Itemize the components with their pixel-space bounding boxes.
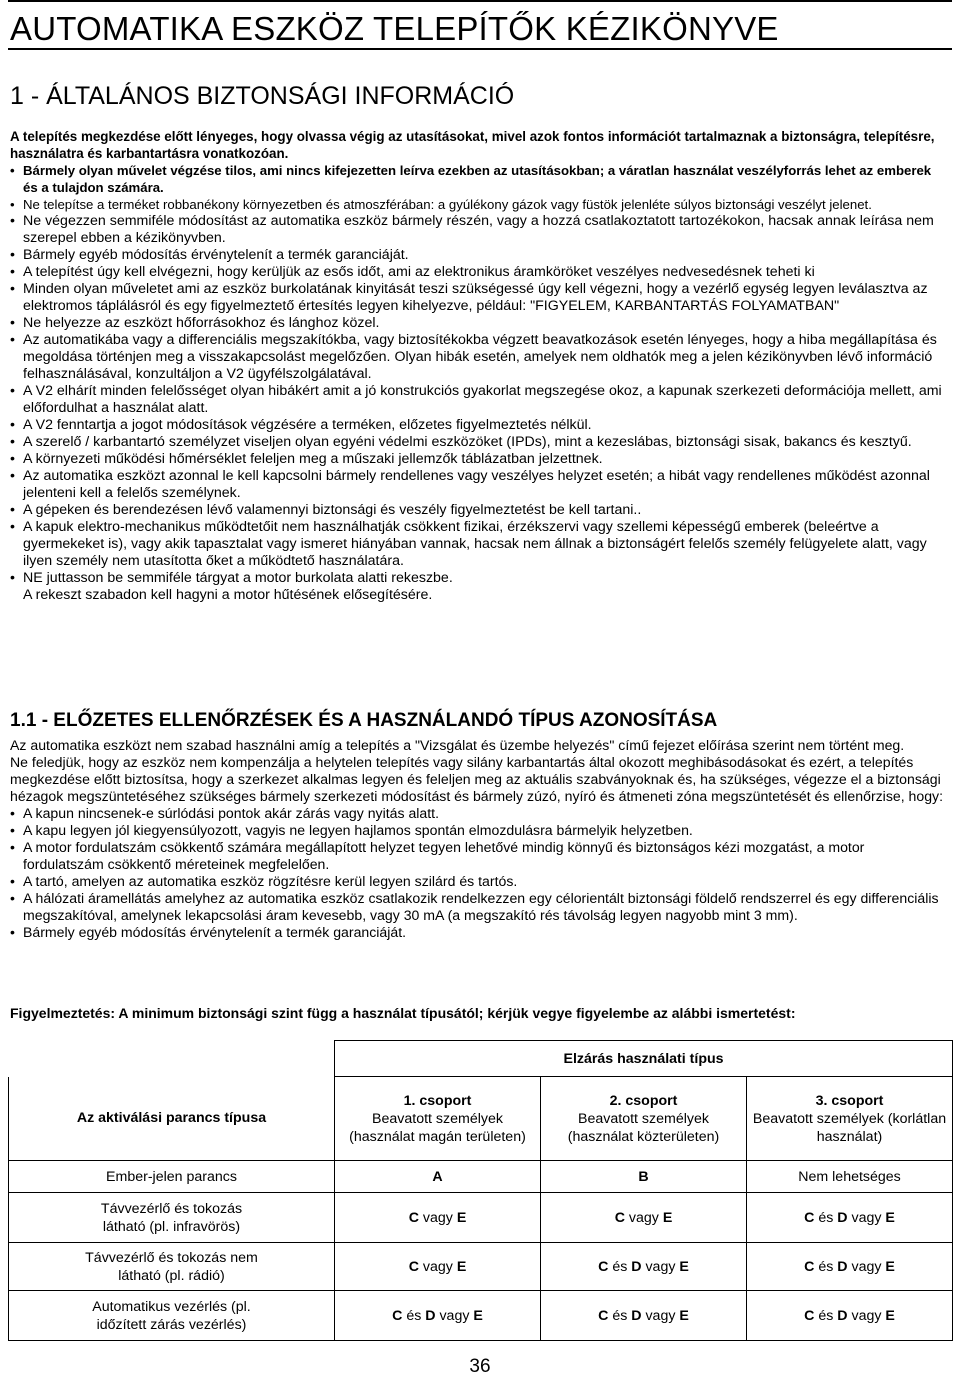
list-item: • Az automatikába vagy a differenciális megszakítókba, vagy biztosítékokba végzett beavatkozások esetén lényeges, hogy a hiba megállapítása és megoldása történjen meg a visszakapcsolást megelőzően. Olyan hibák esetén, amelyek nem oldhatók meg a jelen kézikönyvben lévő információ felhasználásával, konzultáljon a V2 ügyfélszolgálatával. — [10, 332, 948, 383]
cell-text: vagy — [418, 1209, 457, 1226]
cell-code-letter: D — [837, 1258, 848, 1275]
list-item: • A hálózati áramellátás amelyhez az automatika eszköz csatlakozik rendelkezzen egy célorientált biztonsági földelő rendszerrel és egy differenciális megszakítóval, amelynek lekapcsolási áram kevesebb, vagy 30 mA (a megszakító rés távolság legyen nagyobb mint 3 mm). — [10, 890, 948, 924]
cell-code-letter: E — [662, 1209, 673, 1226]
cell-code-letter: D — [425, 1307, 436, 1324]
section-1-1-paragraph: Az automatika eszközt nem szabad használni amíg a telepítés a "Vizsgálat és üzembe helyezés" című fejezet előírása szerint nem történt meg. — [10, 737, 905, 753]
list-item: • Bármely egyéb módosítás érvénytelenít a termék garanciáját. — [10, 924, 948, 941]
table-row — [9, 1291, 953, 1341]
cell-code-letter: C — [804, 1307, 815, 1324]
table-cell — [541, 1161, 747, 1193]
cell-code-letter: E — [679, 1307, 689, 1324]
cell-text: vagy — [641, 1307, 680, 1324]
cell-code-letter: D — [631, 1258, 642, 1275]
cell-code-letter: C — [804, 1258, 815, 1275]
cell-code-letter: D — [837, 1209, 848, 1226]
cell-text: és — [608, 1258, 632, 1275]
table-cell — [541, 1291, 747, 1341]
cell-text: és — [814, 1307, 838, 1324]
list-item: • Bármely olyan művelet végzése tilos, ami nincs kifejezetten leírva ezekben az utasításokban; a váratlan használat veszélyforrás lehet az emberek és a tulajdon számára. — [10, 162, 948, 196]
table-cell — [335, 1161, 541, 1193]
row-label: Automatikus vezérlés (pl. időzített zárás vezérlés) — [9, 1291, 335, 1341]
column-group-label: 2. csoport — [609, 1092, 678, 1109]
cell-text: és — [608, 1307, 632, 1324]
cell-text: vagy — [624, 1209, 663, 1226]
cell-text: és — [814, 1258, 838, 1275]
table-cell — [335, 1243, 541, 1291]
list-item: • A kapuk elektro-mechanikus működtetőit nem használhatják csökkent fizikai, érzékszervi vagy szellemi képességű emberek (beleértve a gyermekeket is), vagy akik tapasztalat vagy ismeret hiányában vannak, hacsak nem állnak a biztonságért felelős személy felügyelete alatt, vagy ilyen személy nem utasította őket a működtető használatára. — [10, 519, 948, 570]
table-cell — [335, 1291, 541, 1341]
cell-text: Nem lehetséges — [798, 1168, 901, 1185]
column-group-label: 3. csoport — [815, 1092, 884, 1109]
section-1-1-list — [10, 805, 948, 941]
section-1-list — [10, 162, 948, 587]
cell-code-letter: E — [885, 1258, 895, 1275]
cell-text: vagy — [847, 1307, 886, 1324]
document-title-block — [8, 0, 952, 50]
list-item: • A V2 elhárít minden felelősséget olyan hibákért amit a jó konstrukciós gyakorlat megszegése okoz, a kapunak szerkezeti deformációja mellett, ami előfordulhat a használat alatt. — [10, 383, 948, 417]
cell-code-letter: E — [456, 1209, 467, 1226]
list-item: • Minden olyan műveletet ami az eszköz burkolatának kinyitását teszi szükségessé úgy kell végezni, hogy a vezérlő egység legyen leválasztva az elektromos táplálásról és egy figyelmeztető értesítés legyen kihelyezve, például: "FIGYELEM, KARBANTARTÁS FOLYAMATBAN" — [10, 281, 948, 315]
list-item: • Az automatika eszközt azonnal le kell kapcsolni bármely rendellenes vagy veszélyes helyzet esetén; a hibát vagy rendellenes működést azonnal jelenteni kell a felelős személynek. — [10, 468, 948, 502]
cell-code-letter: A — [432, 1168, 443, 1185]
table-row — [9, 1161, 953, 1193]
row-label: Távvezérlő és tokozás látható (pl. infravörös) — [9, 1193, 335, 1243]
list-item: • A telepítést úgy kell elvégezni, hogy kerüljük az esős időt, ami az elektronikus áramköröket veszélyes nedvesedésnek teheti ki — [10, 264, 948, 281]
column-group-desc: Beavatott személyek (használat közterületen) — [567, 1110, 720, 1145]
cell-code-letter: E — [885, 1209, 895, 1226]
list-item: • A szerelő / karbantartó személyzet viseljen olyan egyéni védelmi eszközöket (IPDs), mint a kezeslábas, biztonsági sisak, bakancs és kesztyű. — [10, 434, 948, 451]
table-cell — [747, 1243, 953, 1291]
list-item: • Ne telepítse a terméket robbanékony környezetben és atmoszférában: a gyúlékony gázok vagy füstök jelenléte súlyos biztonsági veszélyt jelenet. — [10, 196, 948, 213]
cell-code-letter: E — [456, 1258, 467, 1275]
list-item: • A tartó, amelyen az automatika eszköz rögzítésre kerül legyen szilárd és tartós. — [10, 873, 948, 890]
list-item: • A környezeti működési hőmérséklet feleljen meg a műszaki jellemzők táblázatban jelzettnek. — [10, 451, 948, 468]
page-number: 36 — [469, 1356, 491, 1377]
list-item: • A kapu legyen jól kiegyensúlyozott, vagyis ne legyen hajlamos spontán elmozdulásra bármelyik helyzetben. — [10, 822, 948, 839]
warning-text: Figyelmeztetés: A minimum biztonsági szint függ a használat típusától; kérjük vegye figyelembe az alábbi ismertetést: — [10, 1005, 796, 1021]
section-1-closing: A rekeszt szabadon kell hagyni a motor hűtésének elősegítésére. — [23, 587, 433, 603]
cell-code-letter: C — [614, 1209, 625, 1226]
cell-text: vagy — [847, 1258, 886, 1275]
list-item: • Bármely egyéb módosítás érvénytelenít a termék garanciáját. — [10, 247, 948, 264]
cell-text: vagy — [641, 1258, 680, 1275]
table-column-header — [747, 1077, 953, 1161]
section-1-title: 1 - ÁLTALÁNOS BIZTONSÁGI INFORMÁCIÓ — [10, 82, 515, 110]
row-label: Ember-jelen parancs — [9, 1161, 335, 1193]
table-cell — [541, 1193, 747, 1243]
section-1-1-body — [10, 737, 948, 941]
cell-code-letter: C — [408, 1209, 419, 1226]
cell-text: vagy — [418, 1258, 457, 1275]
table-cell — [747, 1291, 953, 1341]
table-corner-cell — [9, 1041, 335, 1077]
list-item: • A motor fordulatszám csökkentő számára megállapított helyzet tegyen lehetővé mindig könnyű és biztonságos kézi mozgatást, a motor fordulatszám csökkentő méreteinek megfelelően. — [10, 839, 948, 873]
section-1-intro: A telepítés megkezdése előtt lényeges, hogy olvassa végig az utasításokat, mivel azok fontos információt tartalmaznak a biztonságra, telepítésre, használatra és karbantartásra vonatkozóan. — [10, 129, 935, 161]
cell-code-letter: C — [804, 1209, 815, 1226]
table-cell — [747, 1193, 953, 1243]
table-cell — [335, 1193, 541, 1243]
cell-text: és — [814, 1209, 838, 1226]
column-group-label: 1. csoport — [403, 1092, 472, 1109]
cell-code-letter: C — [598, 1307, 609, 1324]
cell-code-letter: D — [837, 1307, 848, 1324]
table-group-header: Elzárás használati típus — [335, 1041, 953, 1077]
row-label: Távvezérlő és tokozás nem látható (pl. rádió) — [9, 1243, 335, 1291]
list-item: • A V2 fenntartja a jogot módosítások végzésére a terméken, előzetes figyelmeztetés nélkül. — [10, 417, 948, 434]
column-group-desc: Beavatott személyek (korlátlan használat) — [752, 1110, 947, 1145]
list-item: • A kapun nincsenek-e súrlódási pontok akár zárás vagy nyitás alatt. — [10, 805, 948, 822]
section-1-body — [10, 128, 948, 604]
column-group-desc: Beavatott személyek (használat magán területen) — [349, 1110, 526, 1145]
table-row — [9, 1193, 953, 1243]
table-cell — [541, 1243, 747, 1291]
list-item: • NE juttasson be semmiféle tárgyat a motor burkolata alatti rekeszbe. — [10, 570, 948, 587]
section-1-1-paragraph: Ne feledjük, hogy az eszköz nem kompenzálja a helytelen telepítés vagy silány karbantartás által okozott meghibásodásokat és ezért, a telepítés megkezdése előtt biztosítsa, hogy a szerkezet alkalmas legyen és feleljen meg az aktuális szabványoknak és, ha szükséges, végezze el a biztonsági hézagok megszüntetéséhez szükséges bármely szerkezeti módosítást és bármely zúzó, nyíró és átmeneti zóna megszüntetését és ellenőrzise, hogy: — [10, 754, 944, 804]
cell-code-letter: C — [408, 1258, 419, 1275]
table-column-header — [541, 1077, 747, 1161]
table-row — [9, 1243, 953, 1291]
table-subheader-row — [9, 1077, 953, 1161]
document-title: AUTOMATIKA ESZKÖZ TELEPÍTŐK KÉZIKÖNYVE — [10, 10, 779, 47]
cell-code-letter: E — [679, 1258, 689, 1275]
cell-code-letter: C — [598, 1258, 609, 1275]
cell-code-letter: E — [885, 1307, 895, 1324]
cell-code-letter: B — [638, 1168, 649, 1185]
table-row-header: Az aktiválási parancs típusa — [9, 1077, 335, 1161]
cell-code-letter: E — [473, 1307, 483, 1324]
table-cell — [747, 1161, 953, 1193]
section-1-1-title: 1.1 - ELŐZETES ELLENŐRZÉSEK ÉS A HASZNÁLANDÓ TÍPUS AZONOSÍTÁSA — [10, 710, 718, 731]
cell-code-letter: C — [392, 1307, 403, 1324]
cell-code-letter: D — [631, 1307, 642, 1324]
cell-text: vagy — [435, 1307, 474, 1324]
cell-text: vagy — [847, 1209, 886, 1226]
table-header-row — [9, 1041, 953, 1077]
cell-text: és — [402, 1307, 426, 1324]
usage-type-table — [8, 1040, 953, 1341]
list-item: • Ne végezzen semmiféle módosítást az automatika eszköz bármely részén, vagy a hozzá csatlakoztatott tartozékokon, hacsak annak leírása nem szerepel ebben a kézikönyvben. — [10, 213, 948, 247]
list-item: • Ne helyezze az eszközt hőforrásokhoz és lánghoz közel. — [10, 315, 948, 332]
list-item: • A gépeken és berendezésen lévő valamennyi biztonsági és veszély figyelmeztetést be kell tartani.. — [10, 502, 948, 519]
table-column-header — [335, 1077, 541, 1161]
